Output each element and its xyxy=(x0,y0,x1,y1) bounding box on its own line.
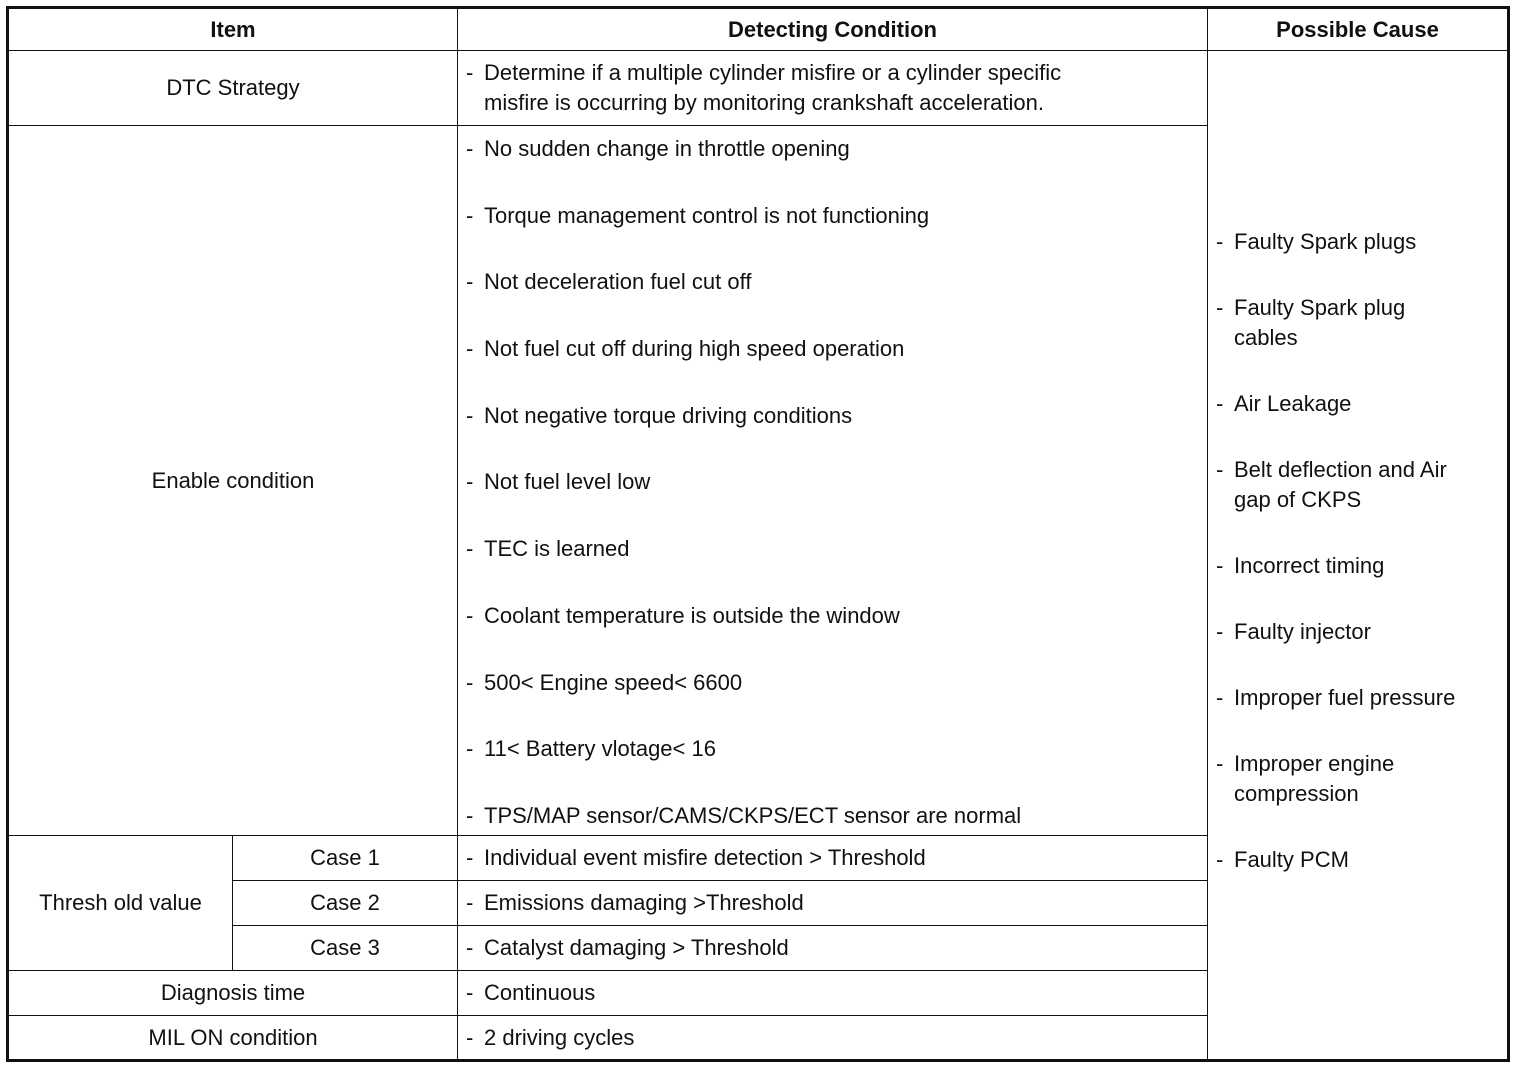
threshold-case-1: Case 1 xyxy=(233,836,458,881)
possible-cause-list xyxy=(1208,51,1509,1061)
threshold-label: Thresh old value xyxy=(8,836,233,971)
enable-condition-item: - Coolant temperature is outside the window xyxy=(466,602,900,628)
enable-condition-list xyxy=(458,126,1208,836)
mil-on-label: MIL ON condition xyxy=(8,1016,458,1061)
dtc-strategy-condition xyxy=(458,51,1208,126)
possible-cause-item: - Faulty injector xyxy=(1216,619,1371,644)
dtc-strategy-label: DTC Strategy xyxy=(8,51,458,126)
enable-condition-item: - 500< Engine speed< 6600 xyxy=(466,669,743,695)
header-detecting-condition: Detecting Condition xyxy=(458,8,1208,51)
enable-condition-item: - Torque management control is not functioning xyxy=(466,202,930,228)
possible-cause-item: - Incorrect timing xyxy=(1216,553,1385,578)
possible-cause-item: - Air Leakage xyxy=(1216,391,1352,416)
diagnosis-time-value: - Continuous xyxy=(458,971,1208,1016)
threshold-case-2: Case 2 xyxy=(233,881,458,926)
bullet-dash: - xyxy=(466,60,474,85)
mil-on-value: - 2 driving cycles xyxy=(458,1016,1208,1061)
enable-condition-item: - Not negative torque driving conditions xyxy=(466,402,853,428)
header-item: Item xyxy=(8,8,458,51)
enable-condition-item: - Not fuel cut off during high speed operation xyxy=(466,336,905,362)
possible-cause-item: - Faulty Spark plugs xyxy=(1216,229,1417,254)
threshold-condition-2: - Emissions damaging >Threshold xyxy=(458,881,1208,926)
enable-condition-item: - No sudden change in throttle opening xyxy=(466,136,850,161)
possible-cause-item: - Belt deflection and Air gap of CKPS xyxy=(1216,457,1447,512)
enable-condition-label: Enable condition xyxy=(8,126,458,836)
enable-condition-item: - TEC is learned xyxy=(466,536,630,562)
header-possible-cause: Possible Cause xyxy=(1208,8,1509,51)
possible-cause-item: - Faulty PCM xyxy=(1216,847,1349,872)
possible-cause-item: - Improper fuel pressure xyxy=(1216,685,1456,710)
threshold-condition-1: - Individual event misfire detection > Threshold xyxy=(458,836,1208,881)
enable-condition-item: - Not fuel level low xyxy=(466,469,651,495)
enable-condition-item: - 11< Battery vlotage< 16 xyxy=(466,736,716,762)
dtc-strategy-line-2: misfire is occurring by monitoring crankshaft acceleration. xyxy=(484,90,1045,115)
dtc-strategy-line-1: Determine if a multiple cylinder misfire or a cylinder specific xyxy=(484,60,1062,85)
possible-cause-item: - Improper engine compression xyxy=(1216,751,1395,806)
enable-condition-item: - Not deceleration fuel cut off xyxy=(466,269,752,295)
threshold-case-3: Case 3 xyxy=(233,926,458,971)
threshold-condition-3: - Catalyst damaging > Threshold xyxy=(458,926,1208,971)
dtc-table xyxy=(6,6,1510,1062)
enable-condition-item: - TPS/MAP sensor/CAMS/CKPS/ECT sensor are normal xyxy=(466,802,1022,828)
possible-cause-item: - Faulty Spark plug cables xyxy=(1216,295,1406,350)
diagnosis-time-label: Diagnosis time xyxy=(8,971,458,1016)
